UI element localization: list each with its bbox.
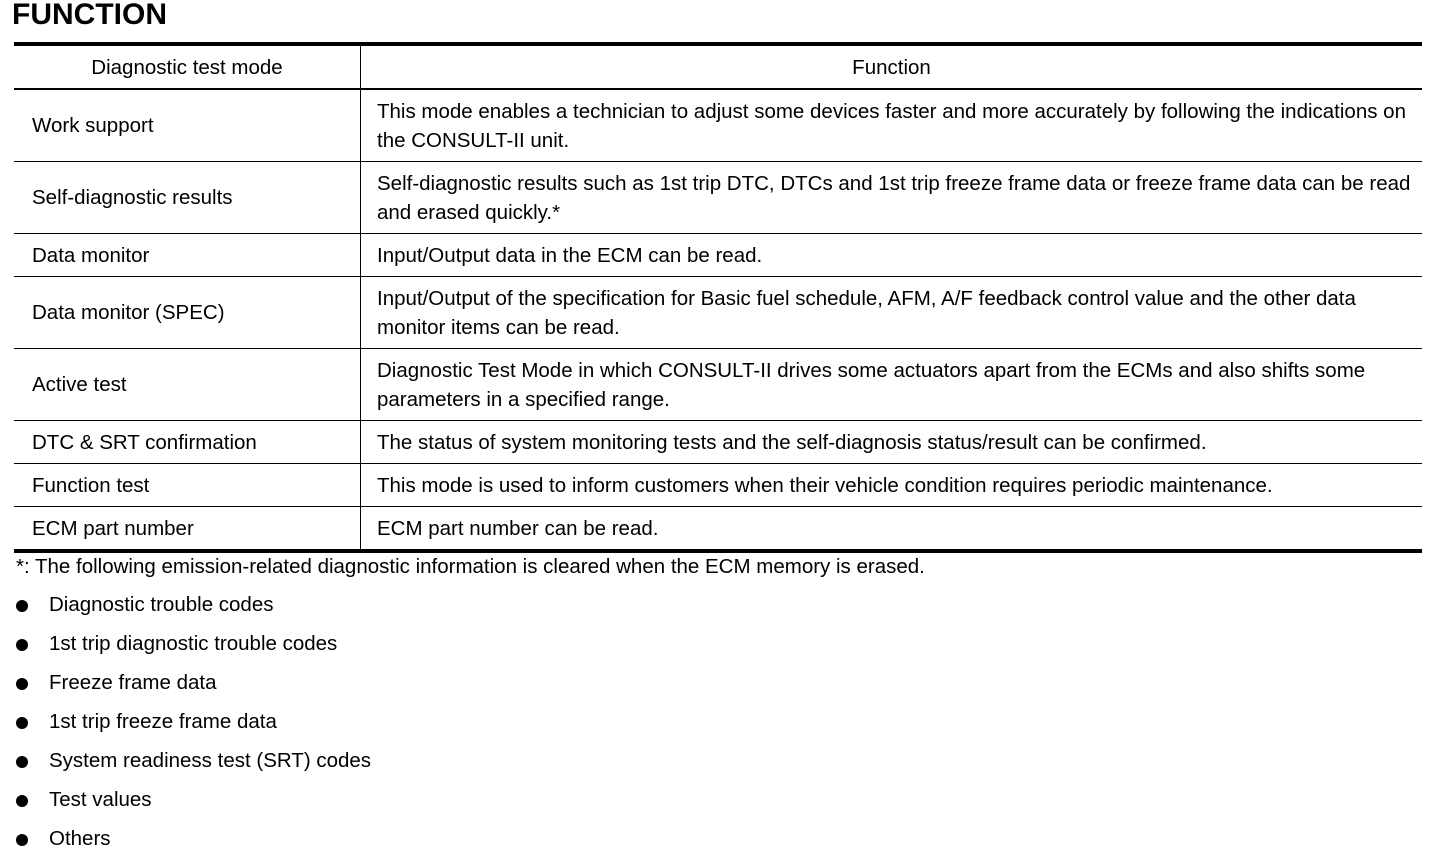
list-item [14, 591, 371, 630]
list-item-text: 1st trip freeze frame data [49, 710, 277, 733]
table-row [14, 234, 1422, 277]
function-cell: Input/Output of the specification for Basic fuel schedule, AFM, A/F feedback control value and the other data monitor items can be read. [361, 277, 1423, 349]
function-cell: Diagnostic Test Mode in which CONSULT-II drives some actuators apart from the ECMs and also shifts some parameters in a specified range. [361, 349, 1423, 421]
bullet-dot-icon [16, 756, 28, 768]
list-item [14, 708, 371, 747]
table-row [14, 277, 1422, 349]
table-header-row [14, 44, 1422, 89]
table-row [14, 349, 1422, 421]
header-diagnostic-test-mode: Diagnostic test mode [14, 44, 361, 89]
list-item-text: Freeze frame data [49, 671, 217, 694]
function-cell: ECM part number can be read. [361, 507, 1423, 552]
mode-cell: Self-diagnostic results [14, 162, 361, 234]
bullet-dot-icon [16, 717, 28, 729]
mode-cell: Data monitor (SPEC) [14, 277, 361, 349]
mode-cell: DTC & SRT confirmation [14, 421, 361, 464]
table-row [14, 507, 1422, 552]
list-item [14, 747, 371, 786]
page-title: FUNCTION [12, 0, 167, 31]
bullet-list [14, 591, 371, 864]
list-item [14, 630, 371, 669]
mode-cell: ECM part number [14, 507, 361, 552]
list-item-text: 1st trip diagnostic trouble codes [49, 632, 338, 655]
table-row [14, 162, 1422, 234]
list-item-text: Test values [49, 788, 152, 811]
function-cell: This mode enables a technician to adjust some devices faster and more accurately by following the indications on the CONSULT-II unit. [361, 89, 1423, 162]
table-row [14, 464, 1422, 507]
bullet-dot-icon [16, 639, 28, 651]
table-row [14, 421, 1422, 464]
function-cell: This mode is used to inform customers when their vehicle condition requires periodic maintenance. [361, 464, 1423, 507]
function-table [14, 42, 1422, 553]
bullet-dot-icon [16, 795, 28, 807]
list-item-text: Others [49, 827, 111, 850]
footnote: *: The following emission-related diagnostic information is cleared when the ECM memory is erased. [16, 555, 925, 578]
mode-cell: Data monitor [14, 234, 361, 277]
list-item [14, 786, 371, 825]
table-row [14, 89, 1422, 162]
header-function: Function [361, 44, 1423, 89]
mode-cell: Active test [14, 349, 361, 421]
list-item-text: System readiness test (SRT) codes [49, 749, 372, 772]
list-item [14, 825, 371, 864]
bullet-dot-icon [16, 600, 28, 612]
function-cell: Input/Output data in the ECM can be read. [361, 234, 1423, 277]
list-item-text: Diagnostic trouble codes [49, 593, 274, 616]
mode-cell: Function test [14, 464, 361, 507]
function-cell: The status of system monitoring tests and the self-diagnosis status/result can be confirmed. [361, 421, 1423, 464]
bullet-dot-icon [16, 834, 28, 846]
list-item [14, 669, 371, 708]
bullet-dot-icon [16, 678, 28, 690]
function-cell: Self-diagnostic results such as 1st trip DTC, DTCs and 1st trip freeze frame data or freeze frame data can be read and erased quickly.* [361, 162, 1423, 234]
mode-cell: Work support [14, 89, 361, 162]
